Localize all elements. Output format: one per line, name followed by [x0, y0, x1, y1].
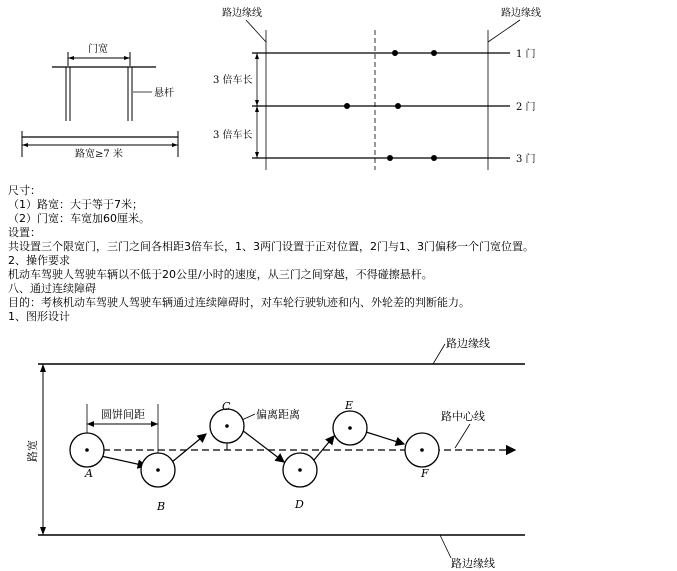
- road-edge-bottom-label: 路边缘线: [451, 557, 495, 570]
- gate-1-post-left: [392, 50, 398, 56]
- door-width-text: （2）门宽：车宽加60厘米。: [8, 212, 150, 225]
- dimensions-heading: 尺寸：: [8, 184, 41, 197]
- spacing-2-label: 3 倍车长: [213, 130, 253, 141]
- gate-2-post-left: [344, 103, 350, 109]
- section-8-heading: 八、通过连续障碍: [8, 282, 96, 295]
- setup-text: 共设置三个限宽门，三门之间各相距3倍车长，1、3两门设置于正对位置，2门与1、3门偏移一个门宽位置。: [8, 240, 534, 253]
- road-edge-top-label: 路边缘线: [446, 337, 490, 350]
- road-center-line-label: 路中心线: [441, 410, 485, 423]
- point-label-a: A: [85, 467, 93, 480]
- operation-text: 机动车驾驶人驾驶车辆以不低于20公里/小时的速度，从三门之间穿越，不得碰擦悬杆。: [8, 268, 433, 281]
- operation-heading: 2、操作要求: [8, 254, 70, 267]
- road-edge-right-label: 路边缘线: [501, 8, 541, 19]
- cake-spacing-label: 圆饼间距: [101, 408, 145, 421]
- gate-2-label: 2 门: [516, 102, 536, 113]
- point-label-f: F: [421, 467, 429, 480]
- point-label-c: C: [222, 400, 231, 413]
- gate-3-label: 3 门: [516, 154, 536, 165]
- trajectory-a-b: [101, 456, 146, 466]
- setup-heading: 设置：: [8, 226, 41, 239]
- gate-3-post-right: [431, 155, 437, 161]
- gate-3-post-left: [387, 155, 393, 161]
- gate-2-post-right: [395, 103, 401, 109]
- design-heading: 1、图形设计: [8, 310, 70, 323]
- trajectory-d-e: [314, 436, 334, 460]
- door-width-label: 门宽: [88, 44, 108, 55]
- point-label-b: B: [157, 500, 166, 513]
- pole-label: 悬杆: [154, 88, 174, 99]
- road-width-label: 路宽≥7 米: [75, 149, 123, 160]
- gate-1-post-right: [431, 50, 437, 56]
- road-edge-left-label: 路边缘线: [222, 8, 262, 19]
- trajectory-b-c: [172, 434, 206, 462]
- point-label-e: E: [345, 399, 354, 412]
- road-width-text: （1）路宽：大于等于7米；: [8, 198, 143, 211]
- road-width-label: 路宽: [26, 440, 39, 462]
- obstacles-figure: [0, 321, 677, 571]
- purpose-text: 目的：考核机动车驾驶人驾驶车辆通过连续障碍时，对车轮行驶轨迹和内、外轮差的判断能力。: [8, 296, 470, 309]
- gate-1-label: 1 门: [516, 49, 536, 60]
- offset-distance-label: 偏离距离: [256, 408, 300, 421]
- three-gates-figure: [0, 0, 677, 180]
- trajectory-e-f: [366, 432, 404, 444]
- spacing-1-label: 3 倍车长: [213, 75, 253, 86]
- point-label-d: D: [295, 498, 304, 511]
- trajectory-c-d: [242, 430, 284, 462]
